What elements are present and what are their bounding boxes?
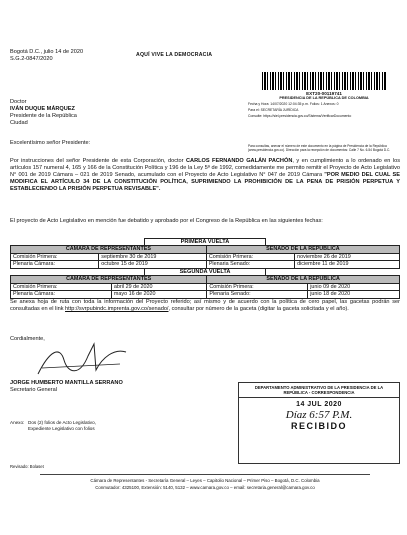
first-round-title: PRIMERA VUELTA [144, 238, 266, 245]
camara-header: CÁMARA DE REPRESENTANTES [11, 246, 207, 254]
receipt-notice: Para consultas, anexar el número de este documento en la página de Presidencia de la República (www.presidencia.gov.co). Dirección para la recepción de documentos: Calle 7 No. 6-54 Bogotá D.C. [248, 144, 391, 152]
reference-number: S.G.2-0847/2020 [10, 56, 53, 62]
camara-label: Plenaria Cámara: [11, 291, 112, 299]
senado-label: Comisión Primera: [206, 253, 294, 261]
second-round-title: SEGUNDA VUELTA [144, 268, 266, 275]
slogan: AQUÍ VIVE LA DEMOCRACIA [136, 52, 213, 58]
bill-title: "POR MEDIO DEL CUAL SE MODIFICA EL ARTÍCULO 34 DE LA CONSTITUCIÓN POLÍTICA, SUPRIMIENDO LA PROHIBICIÓN DE LA PENA DE PRISIÓN PERPETUA Y ESTABLECIENDO LA PRISIÓN PERPETUA REVISABLE". [10, 171, 400, 192]
barcode [262, 72, 386, 90]
senado-header: SENADO DE LA REPÚBLICA [207, 276, 400, 284]
paragraph-1 [10, 158, 400, 193]
president-name: CARLOS FERNANDO GALÁN PACHÓN [185, 158, 293, 164]
senado-date: junio 09 de 2020 [308, 283, 400, 291]
greeting: Excelentísimo señor Presidente: [10, 140, 91, 146]
paragraph-3-start: Se anexa hoja de ruta con toda la información del Proyecto referido; así mismo y de acuerdo con la política de cero papel, las gacetas podrán ser consultadas en el link [10, 299, 400, 312]
stamp-date: 14 JUL 2020 [296, 401, 342, 409]
initials: Revisado: Bolaset [10, 464, 44, 469]
receipt-org: PRESIDENCIA DE LA REPÚBLICA DE COLOMBIA [279, 96, 369, 100]
annex-line-1: Dos (2) folios de Acto Legislativo, [28, 420, 96, 425]
stamp-handwritten-time: Díaz 6:57 P.M. [285, 409, 353, 422]
annex-line-2: Expediente Legislativo con folios [28, 426, 95, 431]
camara-date: septiembre 30 de 2019 [99, 253, 207, 261]
camara-label: Plenaria Cámara: [11, 261, 99, 269]
second-round-table [10, 268, 400, 299]
paragraph-3 [10, 299, 400, 313]
received-stamp [238, 382, 400, 464]
camara-header: CÁMARA DE REPRESENTANTES [11, 276, 207, 284]
table-row [11, 291, 400, 299]
senado-date: noviembre 26 de 2019 [295, 253, 400, 261]
recipient-salutation: Doctor [10, 99, 27, 105]
signatory-role: Secretario General [10, 387, 57, 393]
footer-line-1: Cámara de Representantes - Secretaría General – Leyes – Capitolio Nacional – Primer Piso – Bogotá, D.C. Colombia [90, 478, 320, 483]
receipt-number: EXT20-00119741 [306, 91, 342, 96]
camara-date: abril 29 de 2020 [111, 283, 206, 291]
senado-date: junio 18 de 2020 [308, 291, 400, 299]
gazette-link[interactable]: http://svrpubindc.imprenta.gov.co/senado/ [65, 305, 169, 312]
senado-label: Comisión Primera: [207, 283, 308, 291]
camara-date: octubre 15 de 2019 [99, 261, 207, 269]
camara-label: Comisión Primera: [11, 253, 99, 261]
annex-label: Anexo: [10, 420, 25, 425]
paragraph-1-middle: , y en cumplimiento a lo ordenado en los artículos 157 numeral 4, 165 y 166 de la Constitución Política y 196 de la Ley 5ª de 1992, comedidamente me permito remitir el Proyecto de Acto Legislativo N° 001 de 2019 Cámara – 021 de 2019 Senado, acumulado con el Proyecto de Acto Legislativo N° 047 de 2019 Cámara [10, 158, 400, 178]
recipient-title: Presidente de la República [10, 113, 77, 119]
camara-date: mayo 16 de 2020 [111, 291, 206, 299]
signatory-name: JORGE HUMBERTO MANTILLA SERRANO [10, 380, 123, 386]
date-line: Bogotá D.C., julio 14 de 2020 [10, 49, 84, 55]
closing: Cordialmente, [10, 336, 45, 342]
receipt-label [248, 72, 400, 144]
footer-divider [40, 474, 370, 475]
footer-line-2: Conmutador: 4325100, Extensión: 5140, 5132 – www.camara.gov.co – email: secretaria.general@camara.gov.co [95, 485, 315, 490]
table-row [11, 283, 400, 291]
recipient-name: IVÁN DUQUE MÁRQUEZ [10, 106, 75, 112]
recipient-city: Ciudad [10, 120, 28, 126]
first-round-table [10, 238, 400, 269]
receipt-row-1: Fecha y Hora: 14/07/2020 12:04:35 p.m. Folios: 1 Anexos: 0 [248, 102, 339, 106]
senado-header: SENADO DE LA REPÚBLICA [206, 246, 399, 254]
stamp-received: RECIBIDO [290, 421, 347, 432]
receipt-row-2: Para el: SECRETARÍA JURÍDICA [248, 108, 299, 112]
receipt-row-3: Consulte: https://siel.presidencia.gov.co/Sistema/VerificarDocumento [248, 114, 352, 118]
senado-label: Plenaria Senado: [206, 261, 294, 269]
stamp-dept: DEPARTAMENTO ADMINISTRATIVO DE LA PRESIDENCIA DE LA REPÚBLICA - CORRESPONDENCIA [239, 383, 399, 398]
senado-label: Plenaria Senado: [207, 291, 308, 299]
paragraph-1-start: Por instrucciones del señor Presidente de esta Corporación, doctor [10, 158, 186, 164]
camara-label: Comisión Primera: [11, 283, 112, 291]
signature-scribble [30, 340, 140, 380]
paragraph-3-end: , consultar por número de la gaceta (digitar la gaceta solicitada y el año). [168, 305, 349, 312]
senado-date: diciembre 11 de 2019 [295, 261, 400, 269]
table-row [11, 253, 400, 261]
paragraph-2: El proyecto de Acto Legislativo en mención fue debatido y aprobado por el Congreso de la República en las siguientes fechas: [10, 218, 323, 224]
